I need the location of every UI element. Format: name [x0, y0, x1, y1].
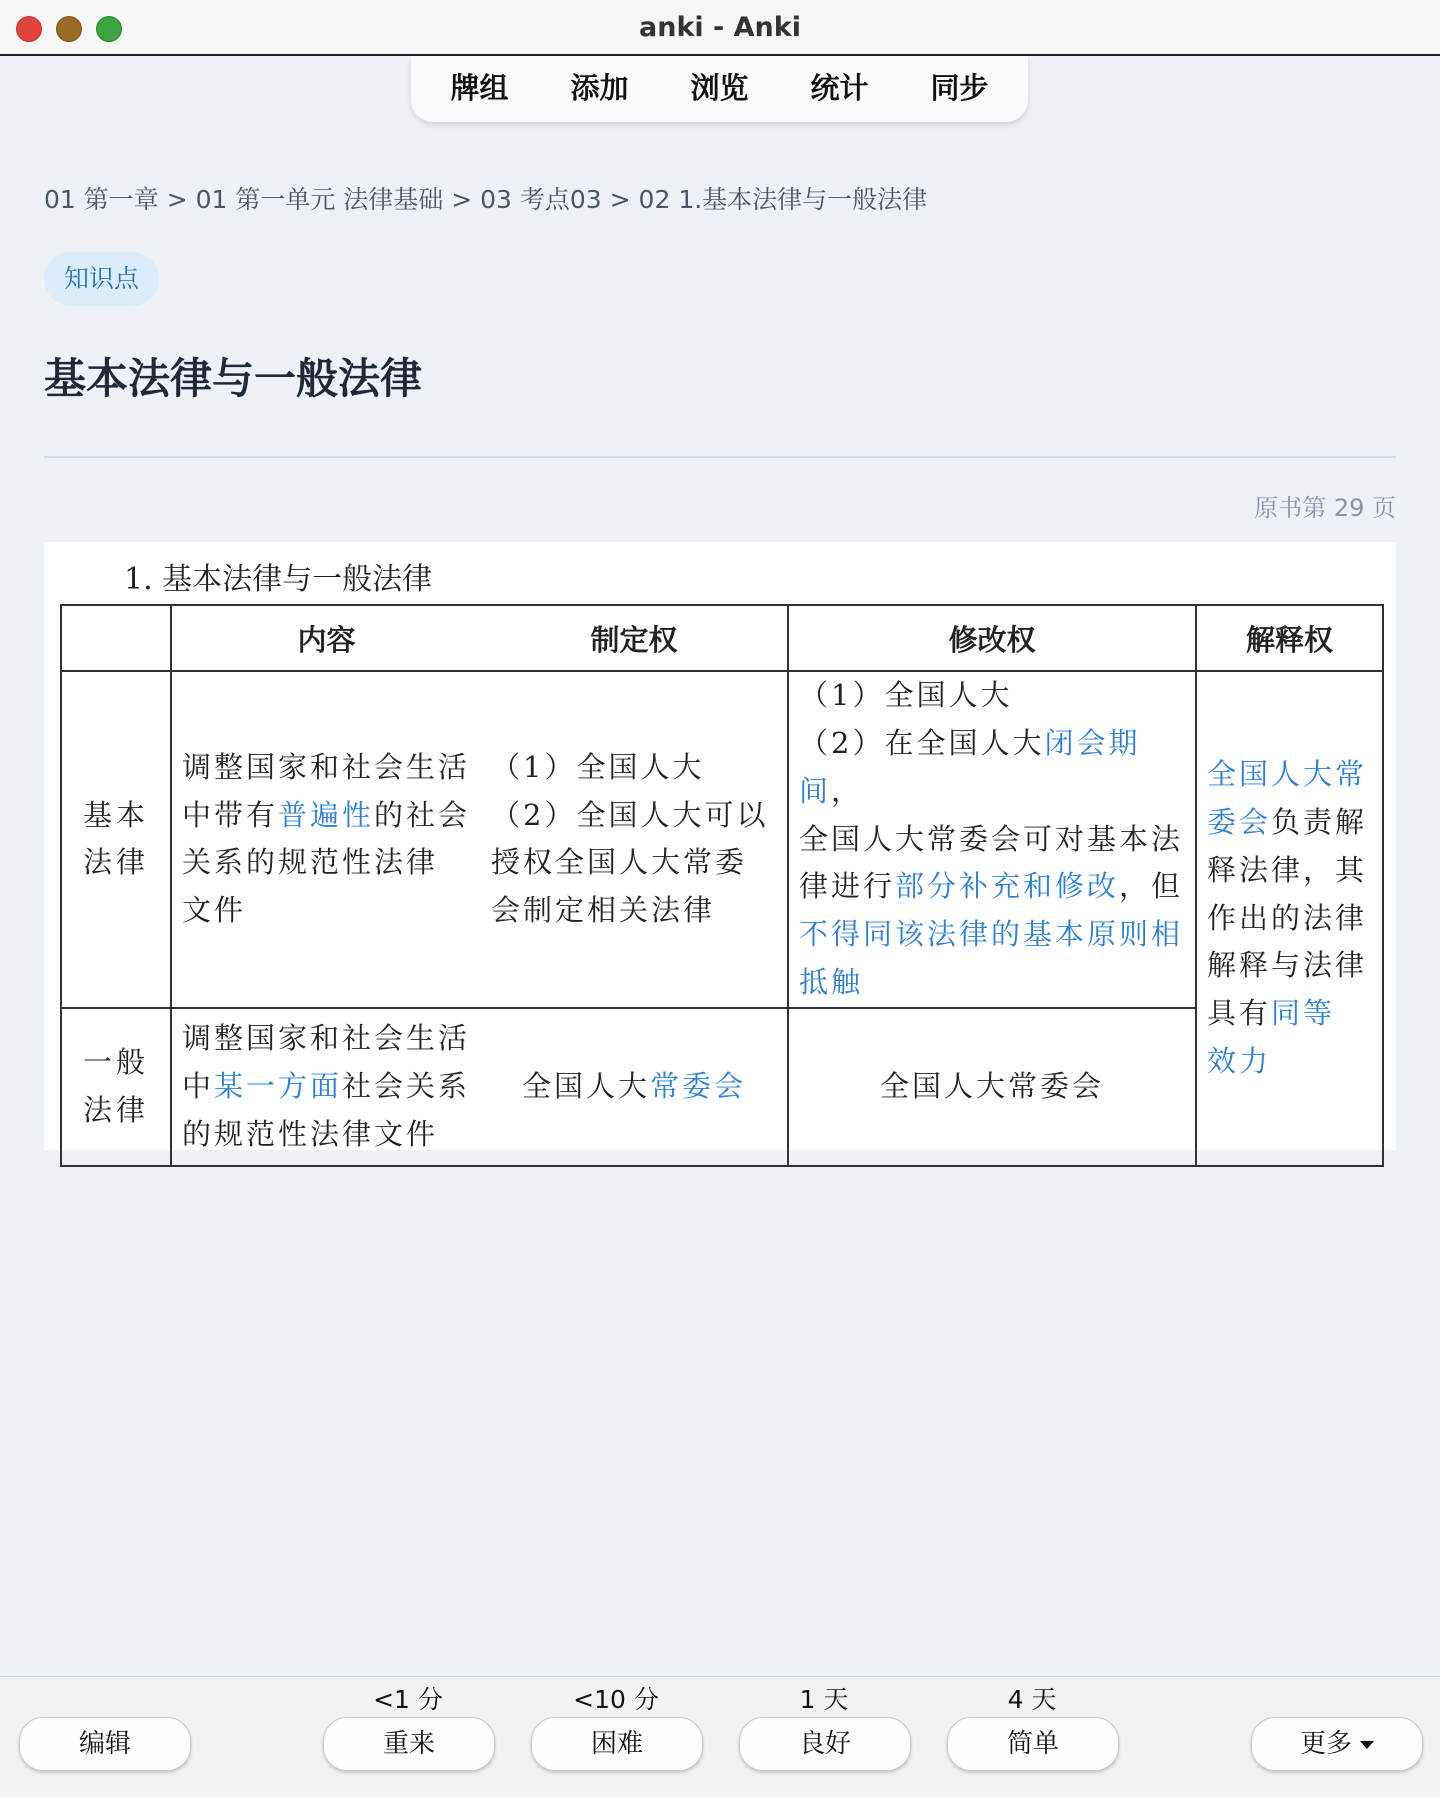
good-interval: 1 天	[799, 1685, 849, 1714]
highlight-text: 不得同该法律的基本原则相	[799, 917, 1184, 952]
general-enact-cell	[481, 1008, 788, 1166]
row-label-line: 法律	[82, 845, 149, 880]
top-navigation	[411, 56, 1028, 122]
easy-interval: 4 天	[1007, 1685, 1057, 1714]
basic-content-cell	[171, 671, 481, 1008]
text-run: 律进行	[799, 869, 896, 904]
nav-decks[interactable]: 牌组	[450, 71, 509, 105]
card-tag: 知识点	[44, 252, 159, 306]
hard-interval: <10 分	[573, 1685, 659, 1714]
table-corner-cell	[61, 605, 171, 671]
text-run: 中带有	[182, 797, 279, 832]
text-line	[182, 1063, 471, 1111]
text-line	[1207, 990, 1372, 1038]
text-line: 解释与法律	[1207, 948, 1368, 983]
law-comparison-table	[60, 604, 1384, 1167]
nav-sync[interactable]: 同步	[930, 71, 989, 105]
general-content-cell	[171, 1008, 481, 1166]
text-line: 全国人大常委会可对基本法	[799, 821, 1184, 856]
text-run: 中	[182, 1068, 215, 1103]
easy-button[interactable]: 简单	[947, 1717, 1119, 1771]
basic-enact-cell	[481, 671, 788, 1008]
text-line: （2）全国人大可以	[491, 797, 769, 832]
general-amend-cell: 全国人大常委会	[788, 1008, 1196, 1166]
text-line	[799, 863, 1185, 911]
text-run: 全国人大	[521, 1068, 650, 1103]
nav-stats[interactable]: 统计	[810, 71, 869, 105]
row-label-line: 法律	[82, 1092, 149, 1127]
hard-button[interactable]: 困难	[531, 1717, 703, 1771]
text-run: （2）在全国人大	[799, 725, 1045, 760]
text-line: 授权全国人大常委	[491, 845, 748, 880]
text-line: 调整国家和社会生活	[182, 749, 471, 784]
text-line: 文件	[182, 893, 247, 928]
scanned-table-figure	[44, 542, 1396, 1150]
divider	[44, 456, 1396, 458]
text-run: 负责解	[1271, 804, 1368, 839]
nav-browse[interactable]: 浏览	[690, 71, 749, 105]
highlight-text: 同等	[1271, 996, 1336, 1031]
interpret-cell	[1196, 671, 1383, 1166]
header-enact: 制定权	[481, 605, 788, 671]
highlight-text: 闭会期间	[799, 725, 1141, 808]
row-label-general	[61, 1008, 171, 1166]
card-title: 基本法律与一般法律	[44, 354, 423, 403]
highlight-text: 常委会	[650, 1068, 747, 1103]
text-line: 的规范性法律文件	[182, 1116, 439, 1151]
row-label-line: 基本	[82, 797, 149, 832]
again-button[interactable]: 重来	[323, 1717, 495, 1771]
highlight-text: 效力	[1207, 1044, 1272, 1079]
header-content: 内容	[171, 605, 481, 671]
text-run: 的社会	[374, 797, 471, 832]
figure-heading: 1. 基本法律与一般法律	[124, 562, 433, 597]
header-interpret: 解释权	[1196, 605, 1383, 671]
row-label-basic	[61, 671, 171, 1008]
text-line	[799, 720, 1185, 816]
highlight-text: 抵触	[799, 965, 864, 1000]
title-bar	[0, 0, 1440, 56]
more-label: 更多	[1299, 1729, 1352, 1759]
highlight-text: 全国人大常	[1207, 757, 1368, 791]
breadcrumb: 01 第一章 > 01 第一单元 法律基础 > 03 考点03 > 02 1.基本法律与一般法律	[44, 185, 928, 214]
text-line: 会制定相关法律	[491, 893, 716, 928]
highlight-text: 部分补充和修改	[895, 869, 1120, 904]
text-run: 社会关系	[342, 1068, 471, 1103]
highlight-text: 委会	[1207, 804, 1272, 839]
more-button[interactable]	[1251, 1717, 1423, 1771]
window-title: anki - Anki	[639, 12, 801, 43]
edit-button[interactable]: 编辑	[19, 1717, 191, 1771]
text-run: ，但	[1119, 869, 1184, 904]
basic-amend-cell	[788, 671, 1196, 1008]
row-label-line: 一般	[82, 1045, 149, 1080]
text-line	[182, 792, 471, 840]
text-line: 作出的法律	[1207, 900, 1368, 935]
text-line	[1207, 799, 1372, 847]
page-reference: 原书第 29 页	[1254, 494, 1396, 522]
good-button[interactable]: 良好	[739, 1717, 911, 1771]
text-line: （1）全国人大	[491, 749, 705, 784]
again-interval: <1 分	[373, 1685, 443, 1714]
nav-add[interactable]: 添加	[570, 71, 629, 105]
highlight-text: 普遍性	[278, 797, 375, 832]
text-line: 关系的规范性法律	[182, 845, 439, 880]
chevron-down-icon	[1360, 1741, 1374, 1749]
header-amend: 修改权	[788, 605, 1196, 671]
highlight-text: 某一方面	[214, 1068, 343, 1103]
text-line: （1）全国人大	[799, 678, 1013, 712]
text-run: ，	[831, 773, 864, 808]
text-run: 具有	[1207, 996, 1272, 1031]
answer-bar	[0, 1676, 1440, 1797]
text-line: 调整国家和社会生活	[182, 1021, 471, 1056]
text-line: 释法律，其	[1207, 852, 1368, 887]
